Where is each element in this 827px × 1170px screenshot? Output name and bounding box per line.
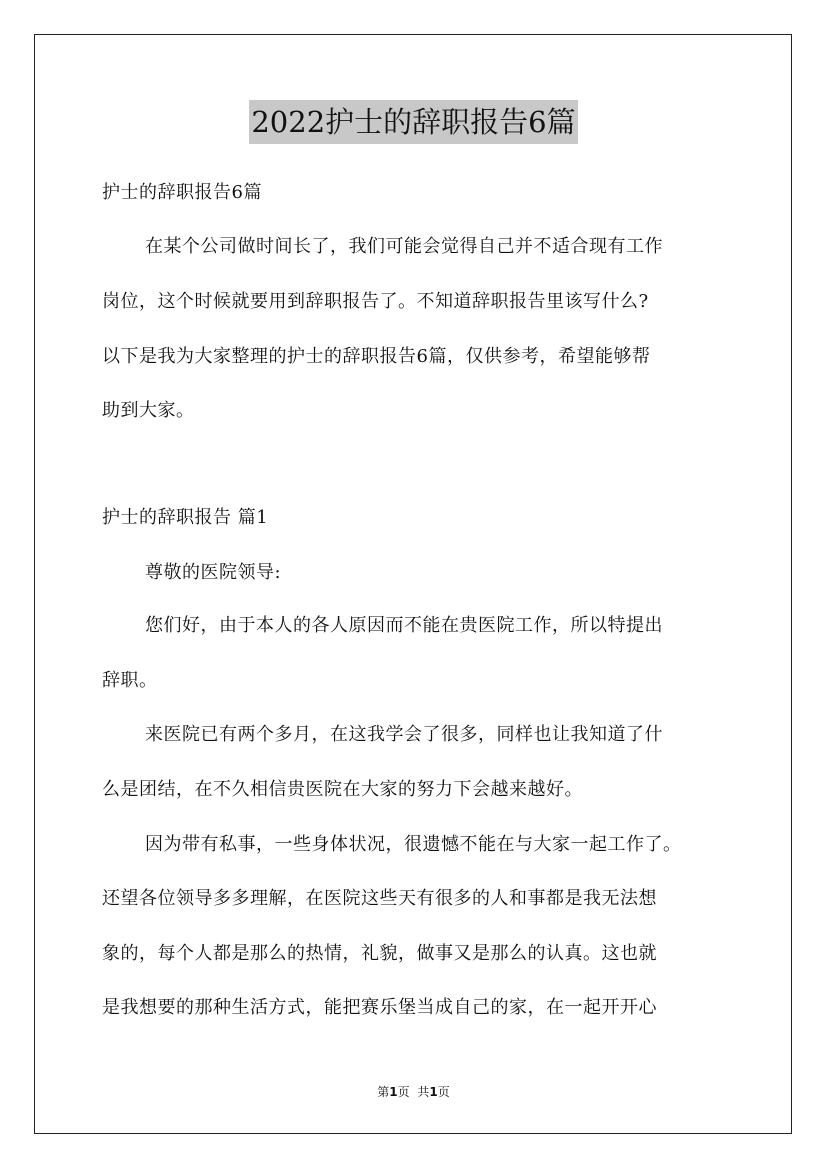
- body-line: 辞职。: [102, 670, 158, 691]
- footer-page-suffix: 页: [397, 1085, 410, 1099]
- salutation: 尊敬的医院领导:: [145, 562, 282, 583]
- document-title-text: 2022护士的辞职报告6篇: [249, 100, 577, 144]
- footer-page-number: 1: [389, 1085, 398, 1099]
- body-line: 还望各位领导多多理解，在医院这些天有很多的人和事都是我无法想: [102, 888, 657, 909]
- page-footer: [0, 1084, 827, 1100]
- body-line: 来医院已有两个多月，在这我学会了很多，同样也让我知道了什: [145, 724, 663, 745]
- body-line: 象的，每个人都是那么的热情，礼貌，做事又是那么的认真。这也就: [102, 943, 657, 964]
- body-line: 是我想要的那种生活方式，能把赛乐堡当成自己的家，在一起开开心: [102, 997, 657, 1018]
- intro-line: 岗位，这个时候就要用到辞职报告了。不知道辞职报告里该写什么?: [102, 291, 649, 312]
- footer-total-suffix: 页: [437, 1085, 450, 1099]
- section-heading: 护士的辞职报告 篇1: [102, 507, 269, 528]
- body-line: 您们好，由于本人的各人原因而不能在贵医院工作，所以特提出: [145, 615, 663, 636]
- footer-total-prefix: 共: [417, 1085, 430, 1099]
- body-line: 因为带有私事，一些身体状况，很遗憾不能在与大家一起工作了。: [145, 834, 682, 855]
- intro-line: 在某个公司做时间长了，我们可能会觉得自己并不适合现有工作: [145, 236, 663, 257]
- footer-total-pages: 1: [429, 1085, 438, 1099]
- document-title: [0, 100, 827, 144]
- document-subtitle: 护士的辞职报告6篇: [102, 182, 262, 203]
- intro-line: 助到大家。: [102, 400, 195, 421]
- body-line: 么是团结，在不久相信贵医院在大家的努力下会越来越好。: [102, 779, 583, 800]
- intro-line: 以下是我为大家整理的护士的辞职报告6篇，仅供参考，希望能够帮: [102, 346, 651, 367]
- footer-page-prefix: 第: [377, 1085, 390, 1099]
